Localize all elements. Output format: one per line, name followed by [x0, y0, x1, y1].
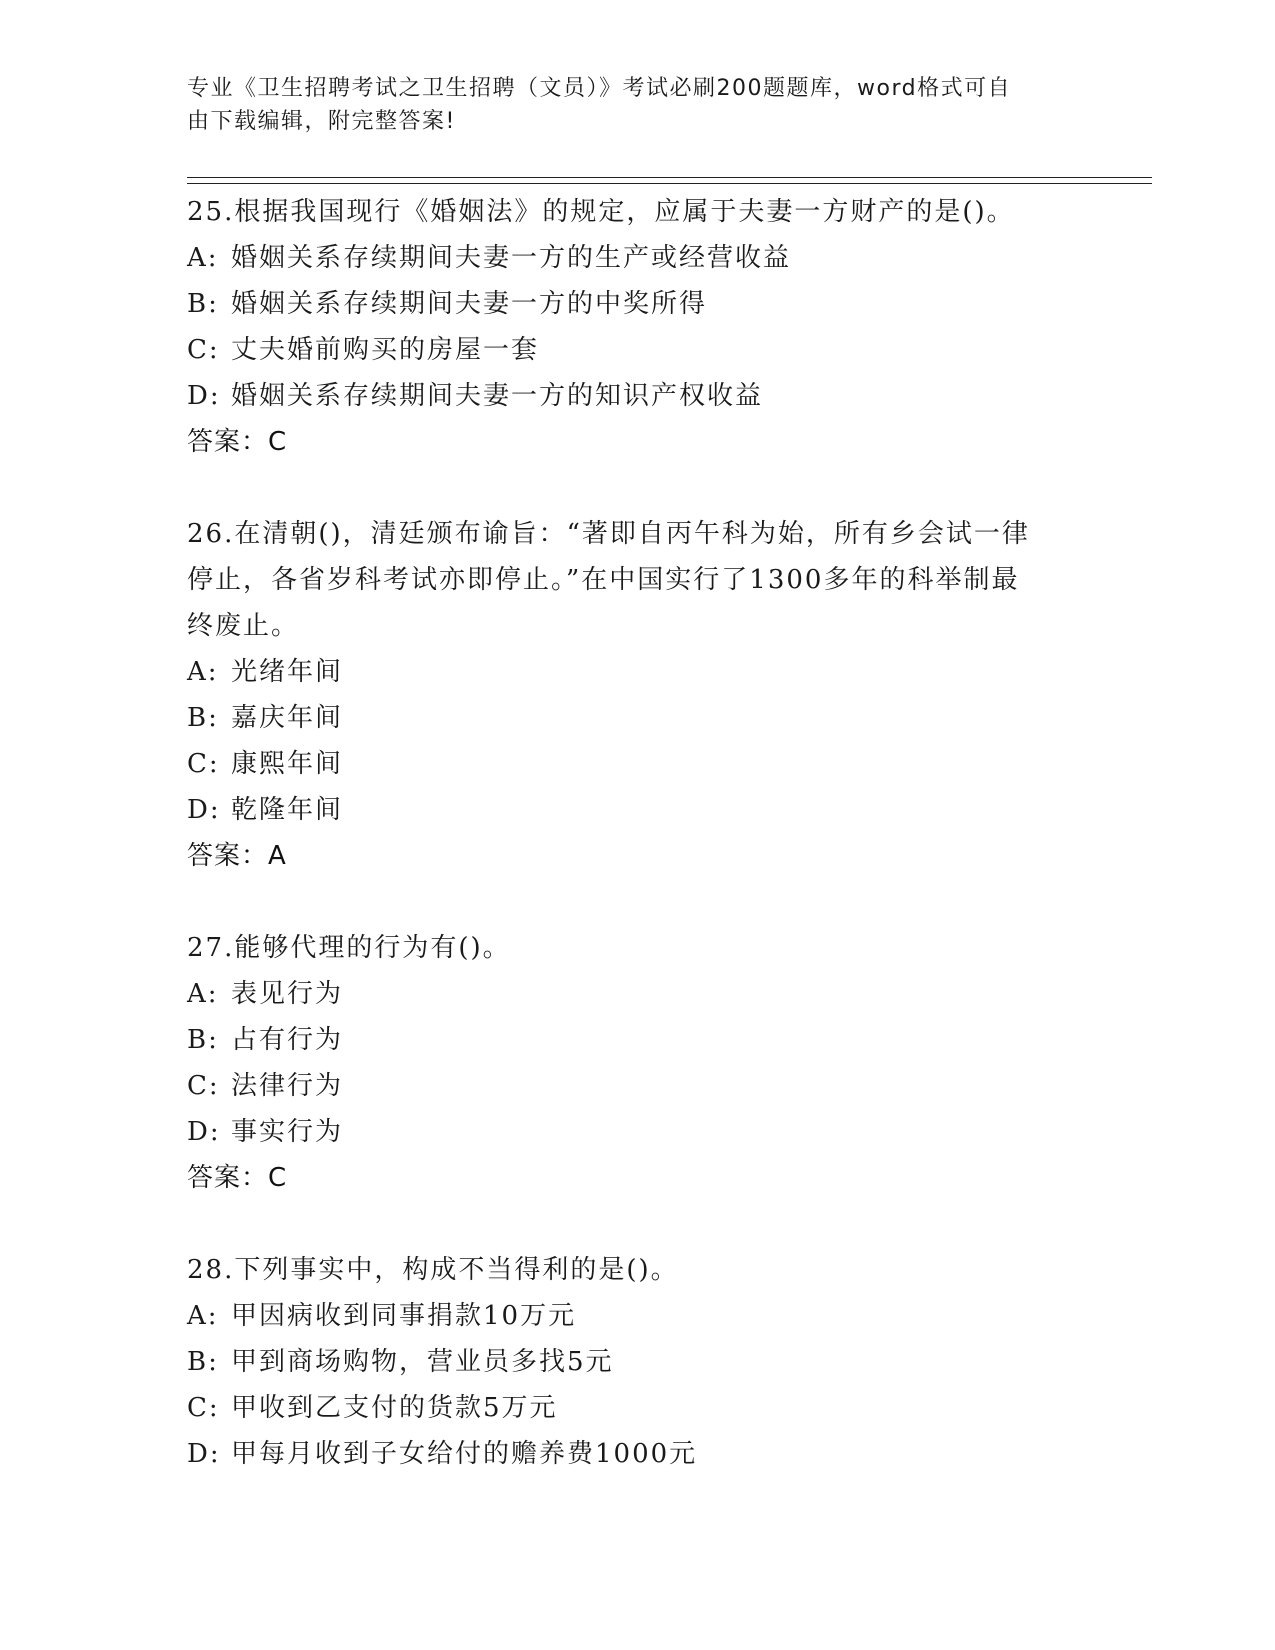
option-a: A: 表见行为	[187, 979, 344, 1009]
header-divider-top	[187, 177, 1152, 178]
question-list	[187, 189, 1087, 1523]
option-c: C: 康熙年间	[187, 749, 344, 779]
header-divider-bottom	[187, 183, 1152, 184]
question-25	[187, 189, 1087, 465]
question-stem: 26.在清朝()，清廷颁布谕旨：“著即自丙午科为始，所有乡会试一律 停止，各省岁科考试亦即停止。”在中国实行了1300多年的科举制最 终废止。	[187, 519, 1030, 641]
header-line-2: 由下载编辑，附完整答案!	[187, 109, 456, 134]
option-a: A: 甲因病收到同事捐款10万元	[187, 1301, 577, 1331]
option-c: C: 丈夫婚前购买的房屋一套	[187, 335, 540, 365]
question-stem: 28.下列事实中，构成不当得利的是()。	[187, 1255, 679, 1285]
option-c: C: 甲收到乙支付的货款5万元	[187, 1393, 558, 1423]
answer-line: 答案：C	[187, 1163, 288, 1193]
option-a: A: 婚姻关系存续期间夫妻一方的生产或经营收益	[187, 243, 792, 273]
option-d: D: 婚姻关系存续期间夫妻一方的知识产权收益	[187, 381, 764, 411]
answer-line: 答案：A	[187, 841, 287, 871]
option-b: B: 嘉庆年间	[187, 703, 344, 733]
option-b: B: 甲到商场购物，营业员多找5元	[187, 1347, 614, 1377]
option-c: C: 法律行为	[187, 1071, 344, 1101]
option-d: D: 甲每月收到子女给付的赡养费1000元	[187, 1439, 698, 1469]
question-26	[187, 511, 1087, 879]
option-b: B: 婚姻关系存续期间夫妻一方的中奖所得	[187, 289, 708, 319]
question-28	[187, 1247, 1087, 1477]
question-stem: 27.能够代理的行为有()。	[187, 933, 511, 963]
header-line-1: 专业《卫生招聘考试之卫生招聘（文员）》考试必刷200题题库，word格式可自	[187, 76, 1012, 101]
option-d: D: 乾隆年间	[187, 795, 344, 825]
question-stem: 25.根据我国现行《婚姻法》的规定，应属于夫妻一方财产的是()。	[187, 197, 1015, 227]
question-27	[187, 925, 1087, 1201]
option-a: A: 光绪年间	[187, 657, 344, 687]
option-d: D: 事实行为	[187, 1117, 344, 1147]
option-b: B: 占有行为	[187, 1025, 344, 1055]
document-header	[187, 72, 1087, 138]
answer-line: 答案：C	[187, 427, 288, 457]
